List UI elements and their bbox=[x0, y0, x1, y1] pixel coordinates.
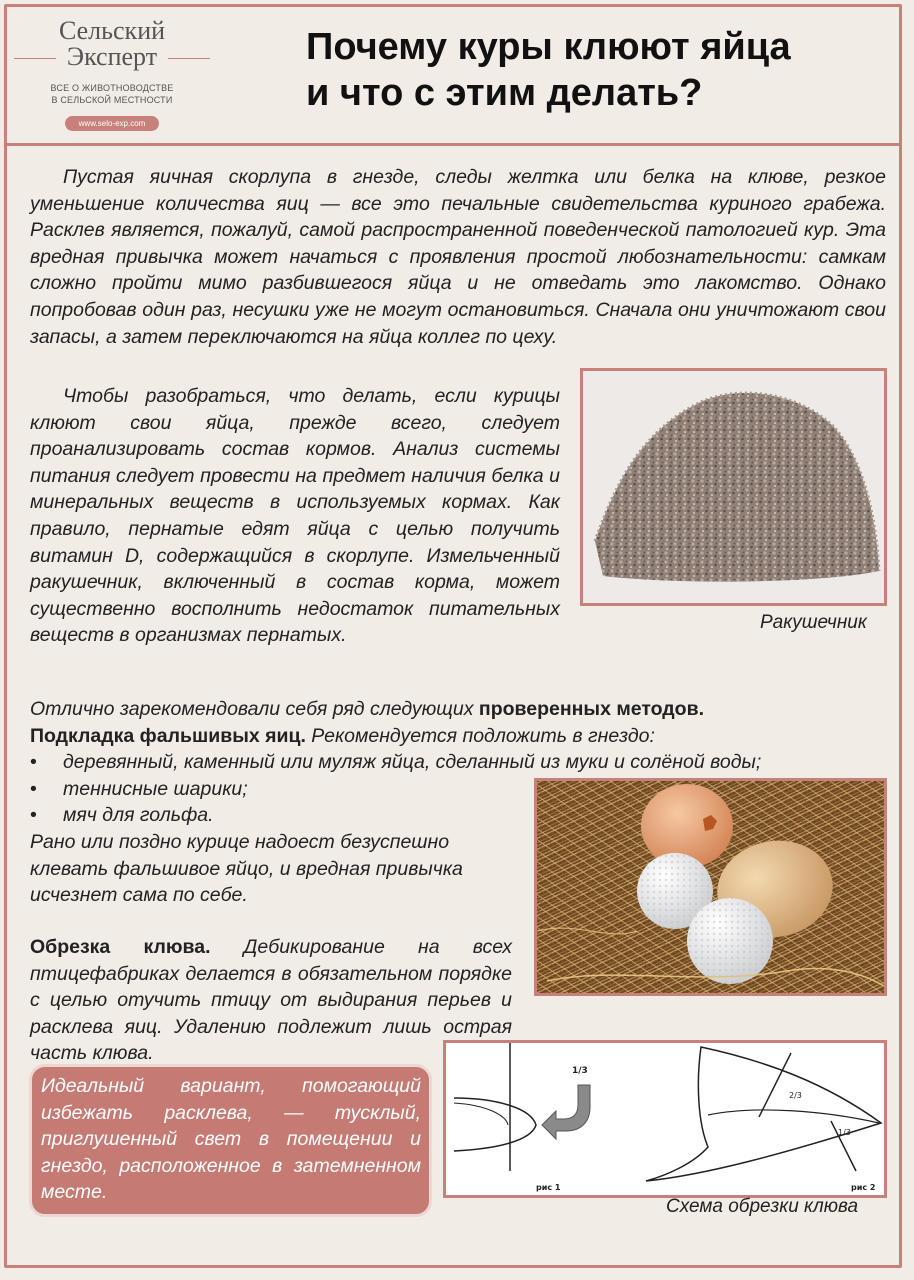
beak-scheme-diagram bbox=[446, 1043, 884, 1195]
bullet-icon: • bbox=[30, 751, 37, 773]
beak-trimming-heading: Обрезка клюва. bbox=[30, 936, 211, 958]
list-item-text: мяч для гольфа. bbox=[63, 804, 214, 827]
brand-name-line2: Эксперт bbox=[66, 42, 158, 71]
scheme-caption: Схема обрезки клюва bbox=[666, 1196, 859, 1217]
shell-grit-illustration bbox=[583, 371, 884, 603]
fake-eggs-heading: Подкладка фальшивых яиц. bbox=[30, 725, 306, 747]
nest-eggs-photo bbox=[534, 778, 887, 996]
methods-lead-bold: проверенных методов. bbox=[478, 698, 704, 720]
fake-eggs-result: Рано или поздно курице надоест безуспешно клевать фальшивое яйцо, и вредная привычка исчезнет сама по себе. bbox=[30, 831, 463, 907]
logo-rule-right bbox=[168, 58, 210, 59]
nest-eggs-illustration bbox=[537, 781, 884, 993]
brand-url[interactable]: www.selo-exp.com bbox=[65, 116, 160, 131]
intro-paragraph: Пустая яичная скорлупа в гнезде, следы желтка или белка на клюве, резкое уменьшение количества яиц — все это печальные свидетельства куриного грабежа. Расклев является, пожалуй, самой распространенной поведенческой патологией кур. Эта вредная привычка может начаться с проявления простой любознательности: самкам сложно пройти мимо разбившегося яйца и не отведать это лакомство. Однако попробовав один раз, несушки уже не могут остановиться. Сначала они уничтожают свои запасы, а затем переключаются на яйца коллег по цеху. bbox=[30, 166, 886, 348]
fake-eggs-intro bbox=[30, 723, 890, 750]
tip-callout-text: Идеальный вариант, помогающий избежать расклева, — тусклый, приглушенный свет в помещении и гнездо, расположенное в затемненном месте. bbox=[41, 1075, 421, 1204]
beak-trimming-text: Дебикирование на всех птицефабриках делается в обязательном порядке с целью отучить птицу от выдирания перьев и расклева яиц. Удалению подлежит лишь острая часть клюва. bbox=[30, 936, 512, 1065]
shell-grit-photo bbox=[580, 368, 887, 606]
beak-scheme-figure bbox=[443, 1040, 887, 1198]
brand-tagline-line1: ВСЕ О ЖИВОТНОВОДСТВЕ bbox=[50, 83, 174, 93]
brand-logo bbox=[14, 14, 210, 140]
bullet-icon: • bbox=[30, 777, 37, 800]
bullet-icon: • bbox=[30, 804, 37, 827]
cut-label-1-3: 1/3 bbox=[838, 1128, 851, 1137]
beak-trimming-paragraph bbox=[30, 934, 512, 1067]
fig1-label: рис 1 bbox=[536, 1183, 561, 1192]
title-line1: Почему куры клюют яйца bbox=[306, 26, 791, 68]
shell-caption: Ракушечник bbox=[760, 612, 867, 633]
brand-tagline bbox=[14, 82, 210, 106]
nutrition-paragraph: Чтобы разобраться, что делать, если курицы клюют свои яйца, прежде всего, следует проанализировать состав кормов. Анализ системы питания следует провести на предмет наличия белка и минеральных веществ в используемых кормах. Как правило, пернатые едят яйца с целью получить витамин D, содержащийся в скорлупе. Измельченный ракушечник, включенный в состав корма, может существенно восполнить недостаток питательных веществ в организмах пернатых. bbox=[30, 385, 560, 647]
fake-eggs-text: Рекомендуется подложить в гнездо: bbox=[305, 725, 655, 747]
page-title bbox=[306, 24, 906, 116]
header-divider bbox=[4, 143, 902, 146]
arrow-label: 1/3 bbox=[572, 1066, 588, 1076]
list-item bbox=[30, 749, 890, 776]
brand-tagline-line2: В СЕЛЬСКОЙ МЕСТНОСТИ bbox=[51, 95, 173, 105]
title-line2: и что с этим делать? bbox=[306, 72, 703, 114]
cut-label-2-3: 2/3 bbox=[789, 1091, 802, 1100]
list-item-text: теннисные шарики; bbox=[63, 777, 248, 800]
list-item-text: деревянный, каменный или муляж яйца, сделанный из муки и солёной воды; bbox=[63, 751, 762, 773]
methods-lead: Отлично зарекомендовали себя ряд следующих bbox=[30, 698, 479, 720]
tip-callout bbox=[29, 1064, 432, 1217]
methods-intro bbox=[30, 696, 890, 723]
brand-name-line1: Сельский bbox=[58, 16, 166, 45]
logo-rule-left bbox=[14, 58, 56, 59]
fig2-label: рис 2 bbox=[851, 1183, 876, 1192]
